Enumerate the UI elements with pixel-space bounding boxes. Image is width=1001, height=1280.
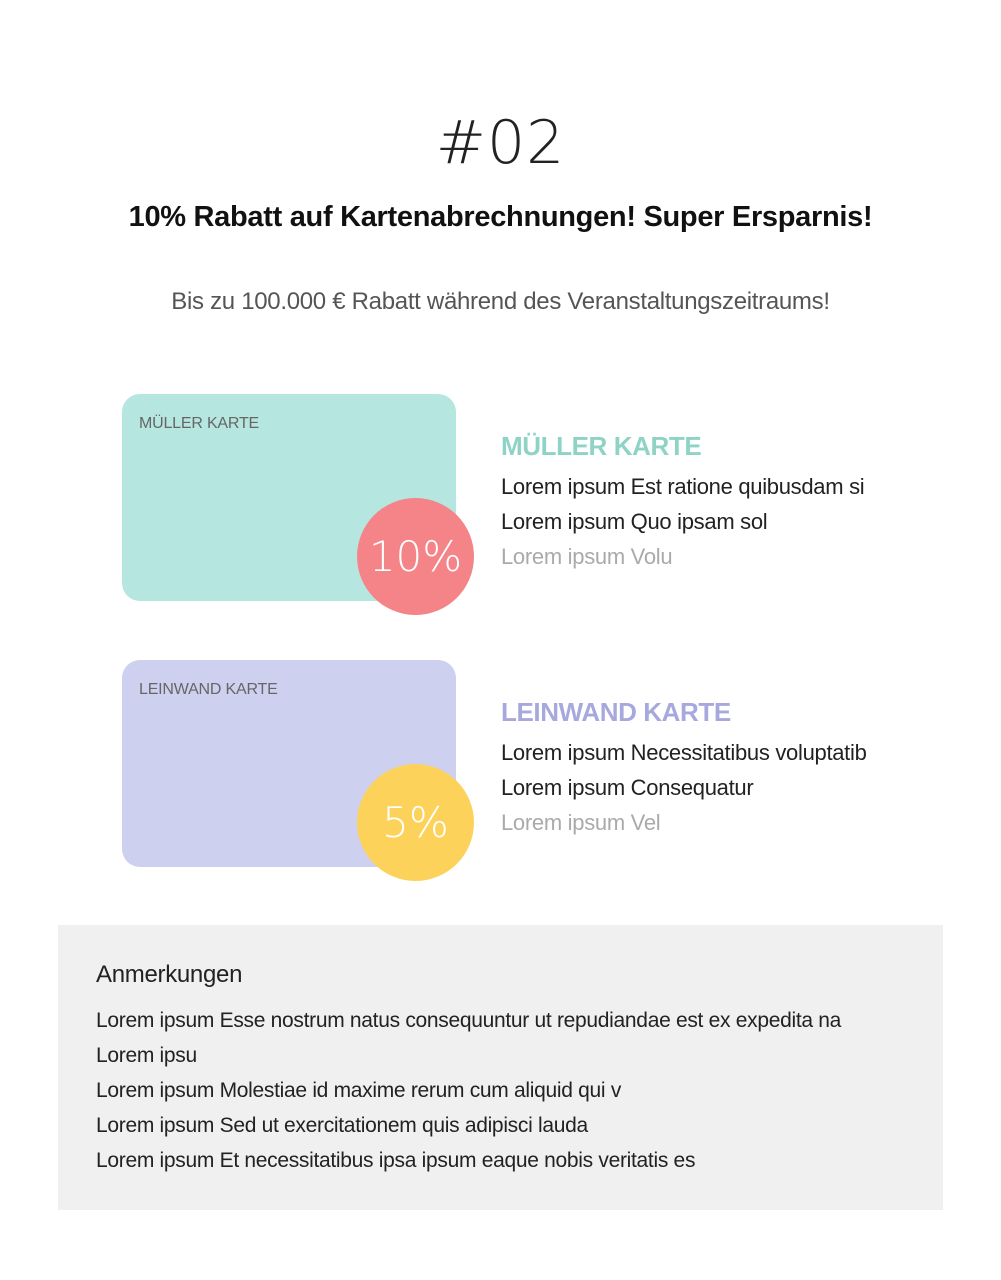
- notes-item: Lorem ipsum Sed ut exercitationem quis adipisci lauda: [96, 1114, 588, 1137]
- card-label: MÜLLER KARTE: [139, 415, 260, 432]
- card-info-muted-line: Lorem ipsum Volu: [501, 544, 673, 569]
- card-info-line: Lorem ipsum Consequatur: [501, 775, 754, 800]
- card-info: [501, 431, 941, 574]
- discount-badge: 10%: [357, 498, 474, 615]
- card-info-line: Lorem ipsum Est ratione quibusdam si: [501, 474, 865, 499]
- notes-list: [96, 1003, 916, 1178]
- promo-number: #02: [435, 108, 566, 178]
- notes-item: Lorem ipsum Esse nostrum natus consequuntur ut repudiandae est ex expedita na: [96, 1009, 842, 1032]
- card-label: LEINWAND KARTE: [139, 681, 278, 698]
- card-title: MÜLLER KARTE: [501, 431, 702, 461]
- notes-item: Lorem ipsum Molestiae id maxime rerum cum aliquid qui v: [96, 1079, 622, 1102]
- card-info-muted-line: Lorem ipsum Vel: [501, 810, 661, 835]
- card-info-line: Lorem ipsum Quo ipsam sol: [501, 509, 768, 534]
- notes-title: Anmerkungen: [96, 961, 243, 988]
- notes-section: [58, 925, 943, 1210]
- card-info: [501, 697, 941, 840]
- card-block-leinwand: [122, 660, 942, 890]
- notes-item: Lorem ipsum Et necessitatibus ipsa ipsum eaque nobis veritatis es: [96, 1149, 696, 1172]
- card-title: LEINWAND KARTE: [501, 697, 731, 727]
- card-info-line: Lorem ipsum Necessitatibus voluptatib: [501, 740, 867, 765]
- promo-headline: 10% Rabatt auf Kartenabrechnungen! Super Ersparnis!: [128, 201, 873, 233]
- promo-subline: Bis zu 100.000 € Rabatt während des Veranstaltungszeitraums!: [171, 288, 830, 315]
- card-block-mueller: [122, 394, 942, 624]
- notes-item: Lorem ipsu: [96, 1044, 197, 1067]
- discount-badge: 5%: [357, 764, 474, 881]
